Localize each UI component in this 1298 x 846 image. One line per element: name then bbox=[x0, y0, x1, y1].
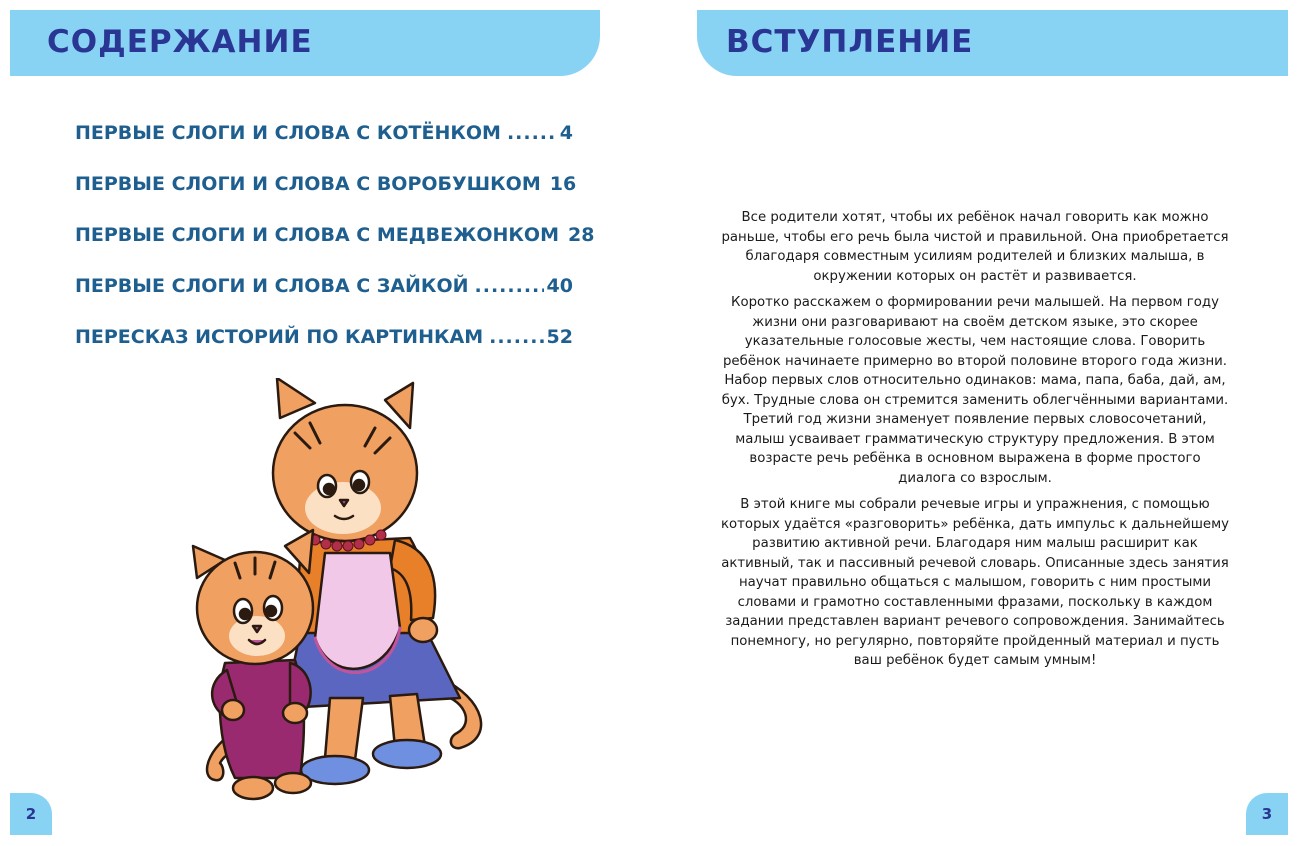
kitten-hand bbox=[222, 700, 244, 720]
mother-apron bbox=[315, 553, 400, 669]
cat-mother-and-kitten-illustration bbox=[185, 378, 505, 808]
kitten-foot bbox=[275, 773, 311, 793]
toc-item[interactable] bbox=[75, 122, 573, 173]
intro-paragraph: Все родители хотят, чтобы их ребёнок начал говорить как можно раньше, чтобы его речь была чистой и правильной. Она приобретается благодаря совместным усилиям родителей и близких малыша, в окружении которых он растёт и развивается. bbox=[721, 210, 1229, 284]
page-title: ВСТУПЛЕНИЕ bbox=[726, 24, 974, 60]
toc-item[interactable] bbox=[75, 173, 577, 224]
kitten-mouth bbox=[249, 640, 265, 644]
mother-ear bbox=[277, 378, 315, 418]
page-number: 2 bbox=[10, 793, 52, 835]
toc-item[interactable] bbox=[75, 275, 573, 326]
toc-item-page: 52 bbox=[546, 326, 573, 348]
intro-paragraph: Коротко расскажем о формировании речи малышей. На первом году жизни они разговаривают на своём детском языке, это скорее указательные голосовые жесты, чем настоящие слова. Говорить ребёнок начинаете примерно во второй половине второго года жизни. Набор первых слов относительно одинаков: мама, папа, баба, дай, ам, бух. Трудные слова он стремится заменить облегчёнными вариантами. Третий год жизни знаменует появление первых словосочетаний, малыш усваивает грамматическую структуру предложения. В этом возрасте речь ребёнка в основном выражена в форме простого диалога со взрослым. bbox=[721, 295, 1229, 486]
page-title: СОДЕРЖАНИЕ bbox=[47, 24, 313, 60]
toc-leader-dots bbox=[507, 122, 557, 144]
mother-hand bbox=[409, 618, 437, 642]
page-number: 3 bbox=[1246, 793, 1288, 835]
kitten-foot bbox=[233, 777, 273, 799]
toc-item[interactable] bbox=[75, 224, 595, 275]
toc-item-label: ПЕРЕСКАЗ ИСТОРИЙ ПО КАРТИНКАМ bbox=[75, 326, 484, 348]
toc-item-label: ПЕРВЫЕ СЛОГИ И СЛОВА С МЕДВЕЖОНКОМ bbox=[75, 224, 559, 246]
mother-pupil bbox=[324, 484, 334, 494]
toc-item-page: 4 bbox=[559, 122, 573, 144]
toc-item-label: ПЕРВЫЕ СЛОГИ И СЛОВА С ЗАЙКОЙ bbox=[75, 275, 469, 297]
mother-leg bbox=[325, 698, 363, 760]
kitten-pupil bbox=[266, 606, 276, 616]
right-page bbox=[649, 0, 1298, 846]
kitten-pupil bbox=[240, 609, 250, 619]
toc-leader-dots bbox=[475, 275, 544, 297]
intro-text bbox=[719, 208, 1231, 678]
toc-item[interactable] bbox=[75, 326, 573, 377]
intro-paragraph: В этой книге мы собрали речевые игры и упражнения, с помощью которых удаётся «разговорить» ребёнка, дать импульс к дальнейшему развитию активной речи. Благодаря ним малыш расширит как активный, так и пассивный речевой словарь. Описанные здесь занятия научат правильно общаться с малышом, говорить с ним простыми словами и грамотно составленными фразами, поскольку в каждом задании представлен вариант речевого сопровождения. Занимайтесь понемногу, но регулярно, повторяйте пройденный материал и пусть ваш ребёнок будет самым умным! bbox=[721, 497, 1229, 668]
mother-pupil bbox=[354, 480, 364, 490]
toc-item-page: 28 bbox=[568, 224, 595, 246]
toc-leader-dots bbox=[489, 326, 543, 348]
toc-item-page: 16 bbox=[549, 173, 577, 195]
toc-item-label: ПЕРВЫЕ СЛОГИ И СЛОВА С КОТЁНКОМ bbox=[75, 122, 501, 144]
table-of-contents bbox=[75, 122, 595, 377]
toc-item-label: ПЕРВЫЕ СЛОГИ И СЛОВА С ВОРОБУШКОМ bbox=[75, 173, 541, 195]
mother-slipper bbox=[373, 740, 441, 768]
toc-item-page: 40 bbox=[546, 275, 573, 297]
mother-muzzle bbox=[305, 482, 381, 534]
kitten-hand bbox=[283, 703, 307, 723]
